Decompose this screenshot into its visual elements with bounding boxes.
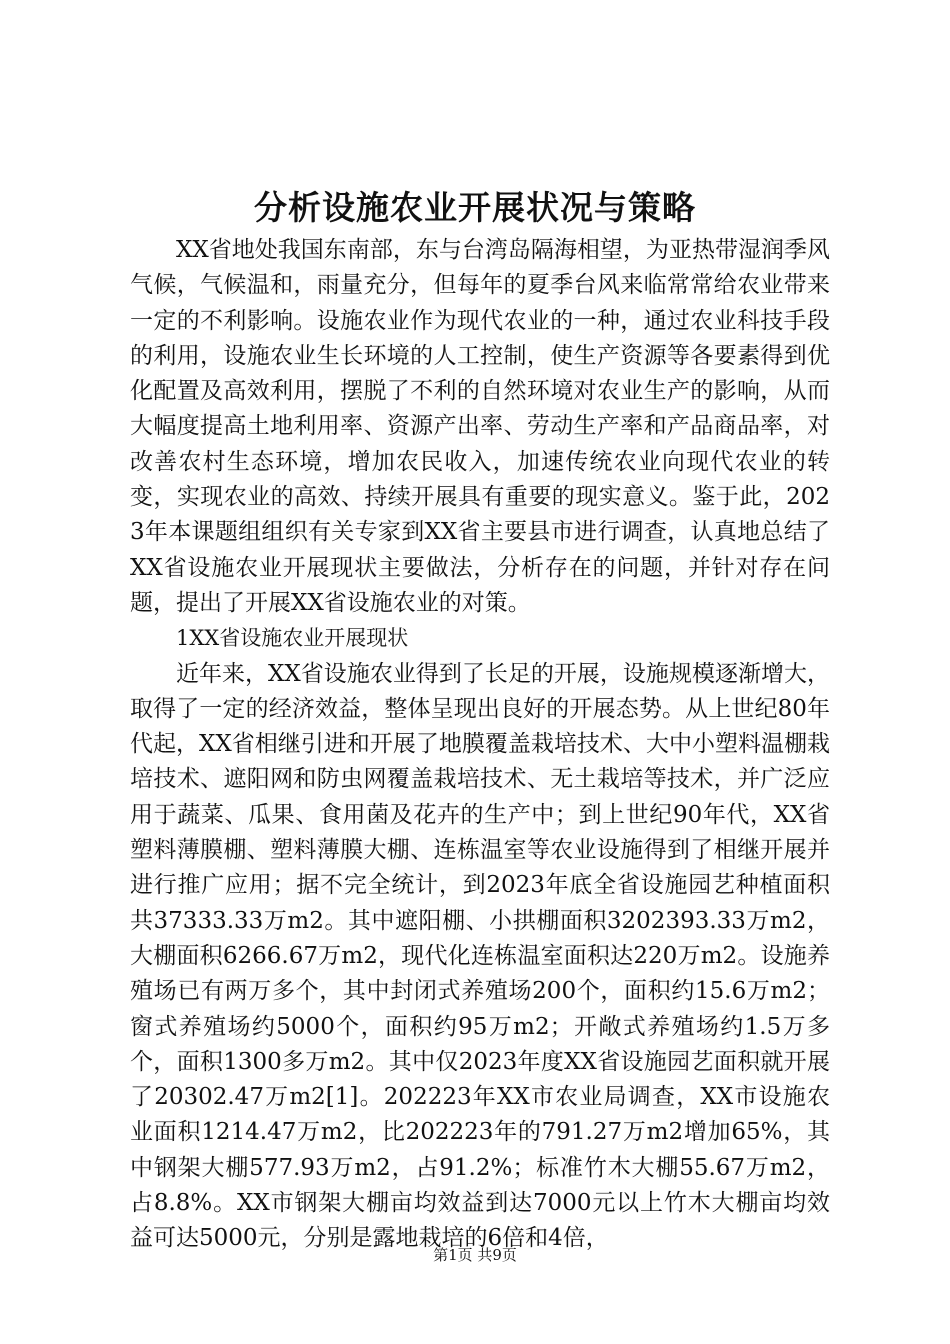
intro-paragraph: XX省地处我国东南部，东与台湾岛隔海相望，为亚热带湿润季风气候，气候温和，雨量充分，但每年的夏季台风来临常常给农业带来一定的不利影响。设施农业作为现代农业的一种，通过农业科技手段的利用，设施农业生长环境的人工控制，使生产资源等各要素得到优化配置及高效利用，摆脱了不利的自然环境对农业生产的影响，从而大幅度提高土地利用率、资源产出率、劳动生产率和产品商品率，对改善农村生态环境，增加农民收入，加速传统农业向现代农业的转变，实现农业的高效、持续开展具有重要的现实意义。鉴于此，2023年本课题组组织有关专家到XX省主要县市进行调查，认真地总结了XX省设施农业开展现状主要做法，分析存在的问题，并针对存在问题，提出了开展XX省设施农业的对策。 <box>130 237 830 616</box>
section-paragraph: 近年来，XX省设施农业得到了长足的开展，设施规模逐渐增大，取得了一定的经济效益，整体呈现出良好的开展态势。从上世纪80年代起，XX省相继引进和开展了地膜覆盖栽培技术、大中小塑料温棚栽培技术、遮阳网和防虫网覆盖栽培技术、无土栽培等技术，并广泛应用于蔬菜、瓜果、食用菌及花卉的生产中；到上世纪90年代，XX省塑料薄膜棚、塑料薄膜大棚、连栋温室等农业设施得到了相继开展并进行推广应用；据不完全统计，到2023年底全省设施园艺种植面积共37333.33万m2。其中遮阳棚、小拱棚面积3202393.33万m2，大棚面积6266.67万m2，现代化连栋温室面积达220万m2。设施养殖场已有两万多个，其中封闭式养殖场200个，面积约15.6万m2；窗式养殖场约5000个，面积约95万m2；开敞式养殖场约1.5万多个，面积1300多万m2。其中仅2023年度XX省设施园艺面积就开展了20302.47万m2[1]。202223年XX市农业局调查，XX市设施农业面积1214.47万m2，比202223年的791.27万m2增加65%，其中钢架大棚577.93万m2，占91.2%；标准竹木大棚55.67万m2，占8.8%。XX市钢架大棚亩均效益到达7000元以上竹木大棚亩均效益可达5000元，分别是露地栽培的6倍和4倍， <box>130 660 830 1252</box>
section-heading: 1XX省设施农业开展现状 <box>176 626 409 651</box>
document-body <box>130 233 830 1257</box>
document-title: 分析设施农业开展状况与策略 <box>254 188 696 227</box>
page-footer: 第1页 共9页 <box>433 1246 517 1264</box>
